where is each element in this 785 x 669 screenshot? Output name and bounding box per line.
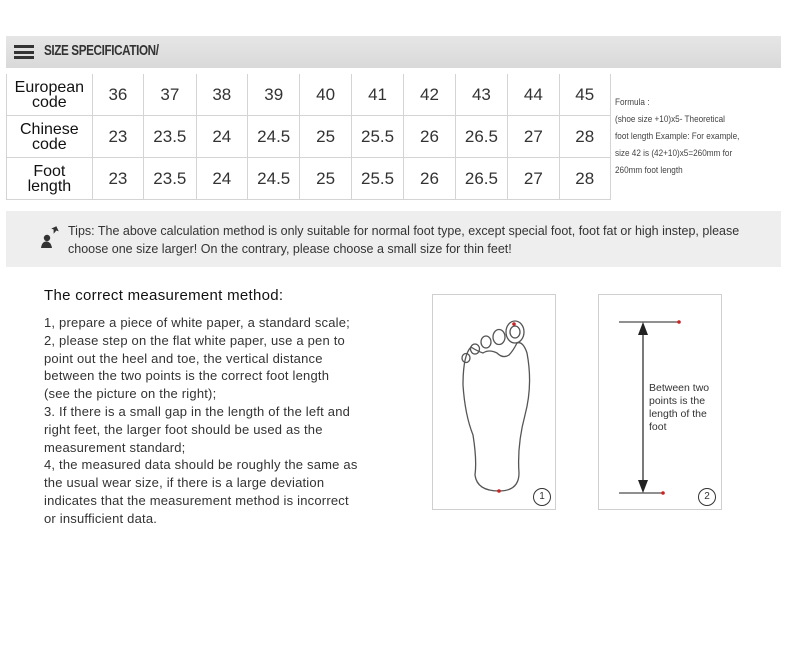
- menu-icon: [14, 45, 34, 59]
- table-cell: 26.5: [455, 116, 507, 158]
- table-cell: 23: [92, 158, 143, 200]
- table-cell: 26: [404, 158, 455, 200]
- method-line: 2, please step on the flat white paper, use a pen to: [44, 332, 345, 348]
- tips-box: [6, 211, 781, 267]
- row-header-line: European: [14, 78, 85, 96]
- measurement-label-line: points is the: [649, 395, 706, 407]
- table-cell: 23.5: [144, 116, 196, 158]
- table-cell: 28: [559, 116, 610, 158]
- table-cell: 40: [300, 74, 351, 116]
- size-table: [6, 74, 785, 200]
- method-line: 4, the measured data should be roughly the same as: [44, 457, 358, 473]
- table-cell: 26: [404, 116, 455, 158]
- heel-marker-icon: [497, 489, 501, 493]
- row-header-line: code: [32, 135, 67, 153]
- method-line: right feet, the larger foot should be used as the: [44, 421, 323, 437]
- formula-note: [610, 74, 785, 200]
- table-cell: 27: [508, 116, 559, 158]
- foot-outline-icon: [433, 295, 555, 509]
- figure-number-badge: 1: [533, 488, 551, 506]
- table-cell: 41: [351, 74, 403, 116]
- measurement-figure: [598, 294, 722, 510]
- tips-line: choose one size larger! On the contrary, please choose a small size for thin feet!: [68, 242, 512, 256]
- row-header-line: Foot: [33, 162, 66, 180]
- row-header-foot-length: [7, 158, 93, 200]
- table-cell: 36: [92, 74, 143, 116]
- measurement-label: [649, 382, 721, 434]
- formula-line: Formula :: [614, 97, 650, 109]
- section-header: [6, 36, 781, 68]
- table-cell: 24: [196, 158, 247, 200]
- table-cell: 23: [92, 116, 143, 158]
- table-cell: 43: [455, 74, 507, 116]
- tips-text: [68, 222, 768, 258]
- table-cell: 28: [559, 158, 610, 200]
- measurement-label-line: Between two: [649, 382, 710, 394]
- formula-line: (shoe size +10)x5- Theoretical: [614, 114, 725, 126]
- table-row-european: [7, 74, 785, 116]
- table-cell: 25: [300, 158, 351, 200]
- table-cell: 45: [559, 74, 610, 116]
- table-cell: 38: [196, 74, 247, 116]
- method-line: indicates that the measurement method is incorrect: [44, 492, 349, 508]
- table-cell: 27: [508, 158, 559, 200]
- row-header-chinese: [7, 116, 93, 158]
- method-line: the usual wear size, if there is a large deviation: [44, 475, 325, 491]
- table-cell: 24: [196, 116, 247, 158]
- figure-number-badge: 2: [698, 488, 716, 506]
- row-header-line: code: [32, 93, 67, 111]
- row-header-line: Chinese: [20, 120, 79, 138]
- formula-line: 260mm foot length: [614, 165, 683, 177]
- table-cell: 42: [404, 74, 455, 116]
- method-line: between the two points is the correct foot length: [44, 368, 330, 384]
- table-cell: 44: [508, 74, 559, 116]
- method-line: point out the heel and toe, the vertical distance: [44, 350, 323, 366]
- table-cell: 25: [300, 116, 351, 158]
- formula-line: foot length Example: For example,: [614, 131, 740, 143]
- table-cell: 39: [247, 74, 299, 116]
- toe-marker-icon: [512, 322, 516, 326]
- table-cell: 23.5: [144, 158, 196, 200]
- tips-line: Tips: The above calculation method is only suitable for normal foot type, except special foot, foot fat or high instep, please: [68, 224, 740, 238]
- measurement-label-line: foot: [649, 421, 667, 433]
- row-header-european: [7, 74, 93, 116]
- table-cell: 25.5: [351, 158, 403, 200]
- foot-outline-figure: [432, 294, 556, 510]
- table-cell: 26.5: [455, 158, 507, 200]
- method-line: measurement standard;: [44, 439, 186, 455]
- section-title: SIZE SPECIFICATION/: [44, 42, 159, 59]
- person-speaking-icon: [39, 224, 61, 248]
- table-cell: 37: [144, 74, 196, 116]
- method-title: The correct measurement method:: [44, 287, 284, 304]
- method-line: 1, prepare a piece of white paper, a standard scale;: [44, 315, 350, 330]
- method-line: 3. If there is a small gap in the length of the left and: [44, 403, 351, 419]
- measurement-label-line: length of the: [649, 408, 707, 420]
- method-line: (see the picture on the right);: [44, 386, 217, 402]
- table-cell: 25.5: [351, 116, 403, 158]
- method-line: or insufficient data.: [44, 510, 158, 526]
- table-cell: 24.5: [247, 116, 299, 158]
- row-header-line: length: [27, 177, 72, 195]
- method-steps: [44, 314, 399, 528]
- formula-line: size 42 is (42+10)x5=260mm for: [614, 148, 733, 160]
- table-cell: 24.5: [247, 158, 299, 200]
